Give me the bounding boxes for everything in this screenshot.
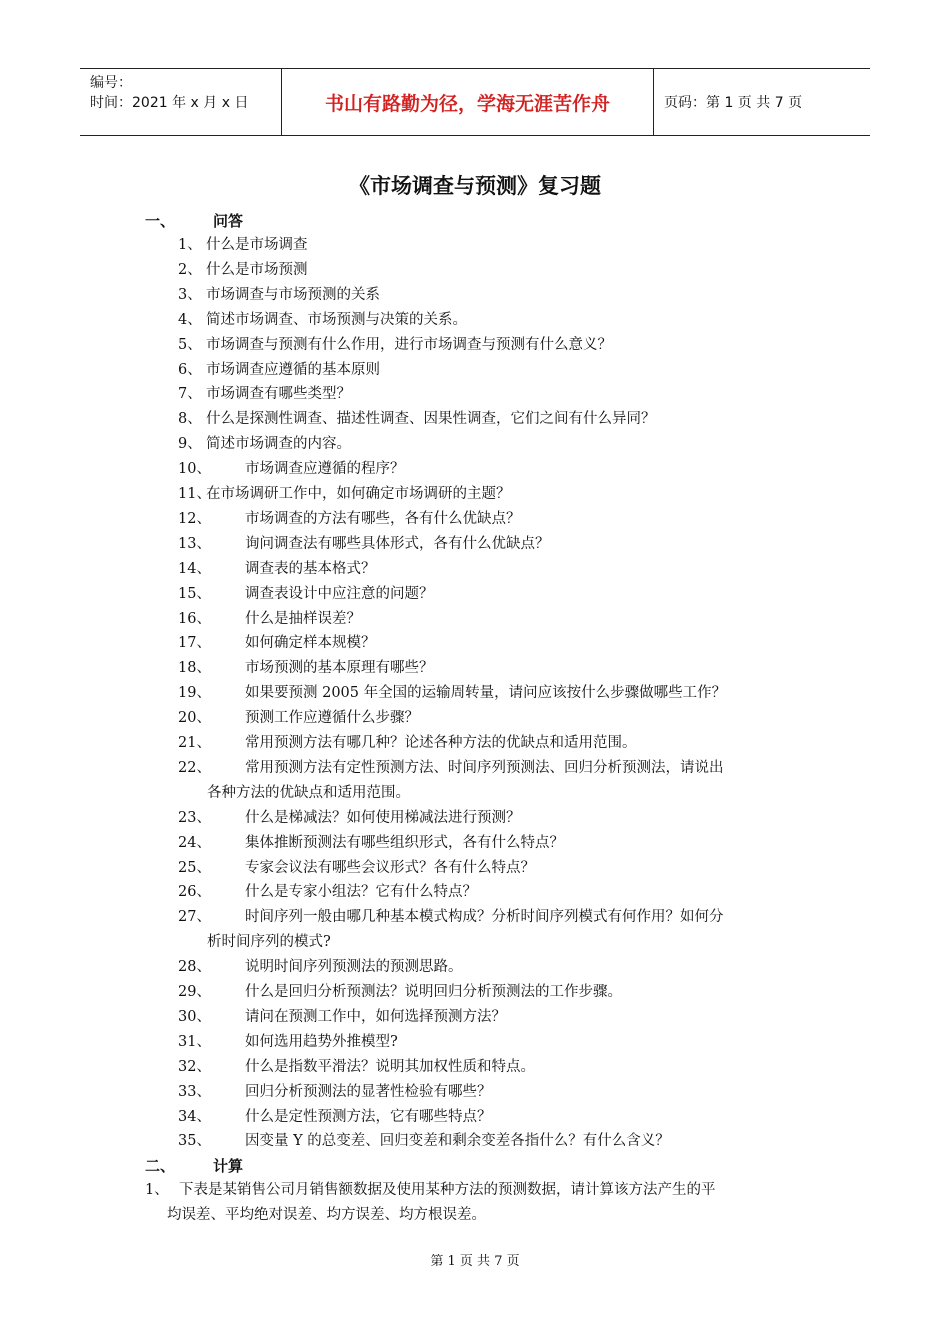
question-text: 市场调查有哪些类型？ xyxy=(206,386,351,403)
question-text: 集体推断预测法有哪些组织形式，各有什么特点？ xyxy=(245,834,564,851)
section-label: 问答 xyxy=(213,212,244,230)
question-text: 说明时间序列预测法的预测思路。 xyxy=(245,959,463,976)
question-text: 询问调查法有哪些具体形式，各有什么优缺点？ xyxy=(245,535,550,552)
question-text: 什么是市场预测 xyxy=(206,261,308,278)
document-title: 《市场调查与预测》复习题 xyxy=(349,174,601,198)
section-number: 一、 xyxy=(145,212,176,230)
question-number: 31、 xyxy=(178,1033,211,1050)
question-text: 什么是回归分析预测法？说明回归分析预测法的工作步骤。 xyxy=(245,984,622,1000)
question-text: 什么是抽样误差？ xyxy=(245,610,361,627)
question-number: 1、 xyxy=(178,237,202,253)
question-text: 常用预测方法有定性预测方法、时间序列预测法、回归分析预测法，请说出 xyxy=(245,759,724,776)
question-number: 13、 xyxy=(178,535,211,552)
question-number: 17、 xyxy=(178,635,211,652)
question-item xyxy=(178,457,808,482)
question-number: 19、 xyxy=(178,685,211,702)
question-text: 预测工作应遵循什么步骤？ xyxy=(245,710,419,727)
question-item xyxy=(178,258,808,283)
question-text: 什么是定性预测方法，它有哪些特点？ xyxy=(245,1108,492,1125)
question-item xyxy=(178,681,808,706)
calculation-text-continued: 均误差、平均绝对误差、均方误差、均方根误差。 xyxy=(167,1207,486,1224)
question-number: 25、 xyxy=(178,859,211,876)
question-number: 5、 xyxy=(178,336,202,353)
question-number: 23、 xyxy=(178,809,211,826)
question-number: 8、 xyxy=(178,411,202,428)
question-number: 3、 xyxy=(178,286,202,303)
question-item xyxy=(178,557,808,582)
question-text: 如何确定样本规模？ xyxy=(245,635,376,652)
question-text: 什么是指数平滑法？说明其加权性质和特点。 xyxy=(245,1058,535,1075)
question-item xyxy=(178,507,808,532)
question-item xyxy=(178,856,808,881)
question-item xyxy=(178,1105,808,1130)
question-item xyxy=(178,382,808,407)
question-text: 调查表设计中应注意的问题？ xyxy=(245,585,434,602)
question-item xyxy=(178,407,808,432)
question-text-continued: 各种方法的优缺点和适用范围。 xyxy=(207,784,410,801)
question-number: 11、 xyxy=(178,486,211,502)
question-text: 简述市场调查、市场预测与决策的关系。 xyxy=(206,311,467,328)
question-item xyxy=(178,358,808,383)
question-item xyxy=(178,308,808,333)
question-item xyxy=(178,656,808,681)
question-number: 9、 xyxy=(178,436,202,453)
question-item xyxy=(178,532,808,557)
question-text: 什么是专家小组法？它有什么特点？ xyxy=(245,884,477,901)
header-meta xyxy=(80,69,282,135)
question-text: 因变量 Y 的总变差、回归变差和剩余变差各指什么？有什么含义？ xyxy=(245,1133,670,1150)
question-number: 18、 xyxy=(178,660,211,677)
question-text: 在市场调研工作中，如何确定市场调研的主题？ xyxy=(206,486,511,502)
document-time-label: 时间：2021 年 x 月 x 日 xyxy=(90,95,249,111)
section-number: 二、 xyxy=(145,1157,176,1176)
calculation-number: 1、 xyxy=(145,1182,169,1199)
question-item xyxy=(178,631,808,656)
question-number: 7、 xyxy=(178,386,202,403)
question-number: 20、 xyxy=(178,710,211,727)
question-number: 4、 xyxy=(178,311,202,328)
question-number: 22、 xyxy=(178,759,211,776)
question-number: 33、 xyxy=(178,1083,211,1100)
question-text: 市场调查与市场预测的关系 xyxy=(206,286,380,303)
question-text: 回归分析预测法的显著性检验有哪些？ xyxy=(245,1083,492,1100)
page-header xyxy=(80,68,870,136)
question-item xyxy=(178,756,808,806)
question-item xyxy=(178,1129,808,1154)
question-text: 什么是市场调查 xyxy=(206,237,308,253)
section-label: 计算 xyxy=(213,1157,244,1176)
question-item xyxy=(178,233,808,258)
question-number: 29、 xyxy=(178,984,211,1000)
question-item xyxy=(178,333,808,358)
question-text: 市场调查应遵循的程序？ xyxy=(245,461,405,478)
question-text: 时间序列一般由哪几种基本模式构成？分析时间序列模式有何作用？如何分 xyxy=(245,909,724,926)
question-item xyxy=(178,905,808,955)
page-footer: 第 1 页 共 7 页 xyxy=(430,1254,520,1269)
question-number: 10、 xyxy=(178,461,211,478)
question-text: 常用预测方法有哪几种？论述各种方法的优缺点和适用范围。 xyxy=(245,735,637,751)
question-text: 简述市场调查的内容。 xyxy=(206,436,351,453)
question-item xyxy=(178,880,808,905)
question-number: 35、 xyxy=(178,1133,211,1150)
question-number: 32、 xyxy=(178,1058,211,1075)
question-text: 市场调查与预测有什么作用，进行市场调查与预测有什么意义？ xyxy=(206,336,612,353)
question-item xyxy=(178,1030,808,1055)
question-item xyxy=(178,1055,808,1080)
question-item xyxy=(178,980,808,1005)
calculation-item xyxy=(145,1178,810,1228)
question-text-continued: 析时间序列的模式? xyxy=(207,934,331,951)
question-number: 34、 xyxy=(178,1108,211,1125)
question-number: 12、 xyxy=(178,510,211,527)
question-number: 15、 xyxy=(178,585,211,602)
question-item xyxy=(178,1005,808,1030)
question-text: 如果要预测 2005 年全国的运输周转量，请问应该按什么步骤做哪些工作？ xyxy=(245,685,727,702)
question-number: 14、 xyxy=(178,560,211,577)
question-item xyxy=(178,706,808,731)
question-text: 如何选用趋势外推模型? xyxy=(245,1033,398,1050)
question-number: 26、 xyxy=(178,884,211,901)
question-item xyxy=(178,731,808,756)
question-text: 什么是探测性调查、描述性调查、因果性调查，它们之间有什么异同？ xyxy=(206,411,656,428)
question-number: 16、 xyxy=(178,610,211,627)
question-item xyxy=(178,1080,808,1105)
question-item xyxy=(178,582,808,607)
question-item xyxy=(178,283,808,308)
question-text: 专家会议法有哪些会议形式？各有什么特点？ xyxy=(245,859,535,876)
calculation-text: 下表是某销售公司月销售额数据及使用某种方法的预测数据，请计算该方法产生的平 xyxy=(179,1182,716,1199)
question-number: 28、 xyxy=(178,959,211,976)
question-number: 21、 xyxy=(178,735,211,751)
question-text: 请问在预测工作中，如何选择预测方法？ xyxy=(245,1008,506,1025)
question-item xyxy=(178,482,808,507)
question-number: 27、 xyxy=(178,909,211,926)
header-motto: 书山有路勤为径，学海无涯苦作舟 xyxy=(282,69,654,135)
question-item xyxy=(178,432,808,457)
question-text: 市场调查应遵循的基本原则 xyxy=(206,361,380,378)
question-text: 调查表的基本格式？ xyxy=(245,560,376,577)
question-text: 市场预测的基本原理有哪些？ xyxy=(245,660,434,677)
question-number: 24、 xyxy=(178,834,211,851)
question-text: 什么是梯减法？如何使用梯减法进行预测？ xyxy=(245,809,521,826)
question-number: 30、 xyxy=(178,1008,211,1025)
question-number: 2、 xyxy=(178,261,202,278)
question-item xyxy=(178,831,808,856)
question-text: 市场调查的方法有哪些，各有什么优缺点？ xyxy=(245,510,521,527)
question-item xyxy=(178,955,808,980)
document-number-label: 编号： xyxy=(90,75,132,91)
question-item xyxy=(178,607,808,632)
header-page-info: 页码：第 1 页 共 7 页 xyxy=(664,95,803,111)
section-heading-calc xyxy=(145,1154,243,1178)
section-heading-qa xyxy=(145,209,243,233)
question-item xyxy=(178,806,808,831)
question-number: 6、 xyxy=(178,361,202,378)
